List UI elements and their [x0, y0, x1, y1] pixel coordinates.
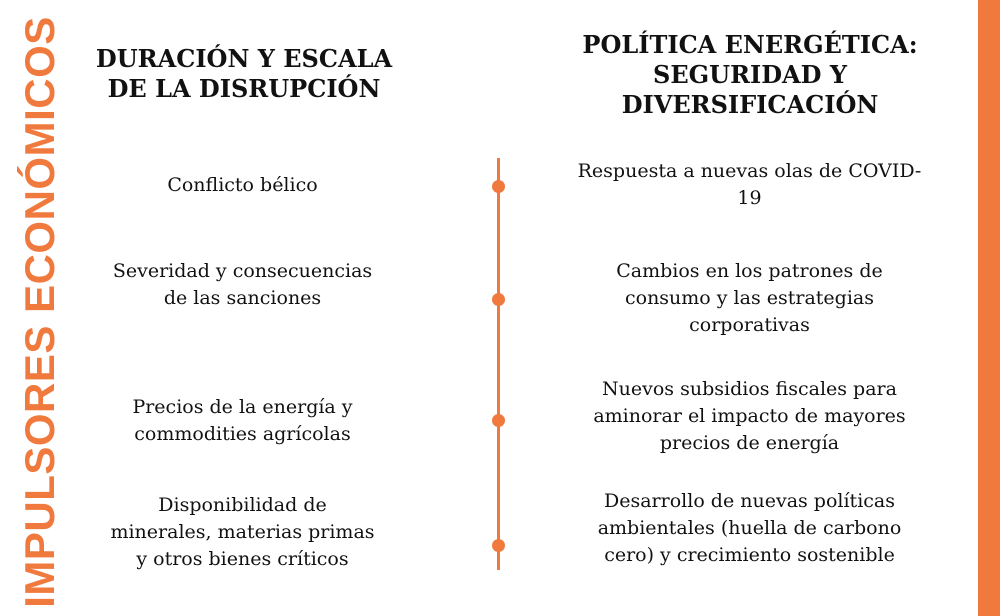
left-item: Severidad y consecuencias de las sanciones — [112, 260, 373, 309]
right-item: Nuevos subsidios fiscales para aminorar el impacto de mayores precios de energía — [593, 378, 906, 454]
timeline-dot — [492, 180, 505, 193]
left-item: Disponibilidad de minerales, materias primas y otros bienes críticos — [110, 494, 375, 570]
left-column-heading: DURACIÓN Y ESCALA DE LA DISRUPCIÓN — [95, 44, 393, 103]
accent-bar — [978, 0, 1000, 616]
timeline-dot — [492, 414, 505, 427]
left-item: Precios de la energía y commodities agrícolas — [132, 396, 353, 445]
right-item: Desarrollo de nuevas políticas ambientales (huella de carbono cero) y crecimiento sostenible — [597, 490, 902, 566]
right-item: Cambios en los patrones de consumo y las estrategias corporativas — [616, 260, 883, 336]
right-item: Respuesta a nuevas olas de COVID-19 — [577, 160, 922, 209]
side-title — [0, 0, 80, 616]
timeline-line — [497, 158, 500, 570]
side-title-text: IMPULSORES ECONÓMICOS — [16, 16, 63, 608]
timeline-dot — [492, 539, 505, 552]
timeline-dot — [492, 293, 505, 306]
left-item: Conflicto bélico — [167, 174, 318, 196]
right-column-heading: POLÍTICA ENERGÉTICA: SEGURIDAD Y DIVERSIFICACIÓN — [582, 30, 918, 119]
